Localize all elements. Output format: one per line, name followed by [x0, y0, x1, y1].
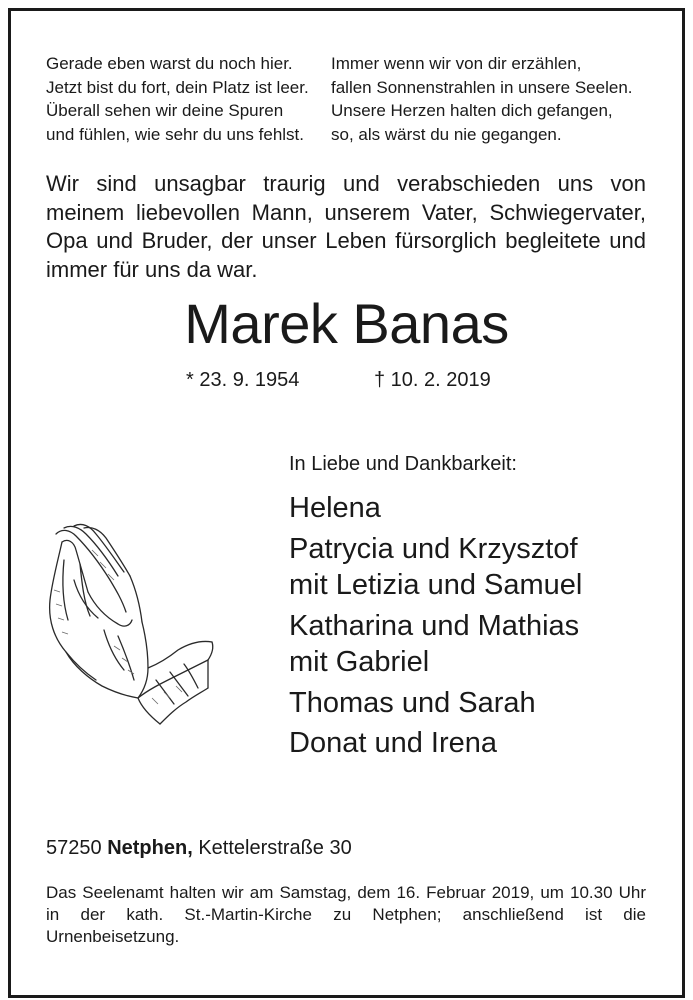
intro-text: Wir sind unsagbar traurig und verabschieden uns von meinem liebevollen Mann, unserem Vater, Schwiegervater, Opa und Bruder, der unser Leben fürsorglich begleitete und immer für uns da war. [46, 171, 646, 282]
poem-line: Immer wenn wir von dir erzählen, [331, 54, 582, 73]
poem-line: Unsere Herzen halten dich gefangen, [331, 101, 613, 120]
poem-right-stanza [331, 52, 633, 146]
street-address: Kettelerstraße 30 [198, 837, 352, 859]
mourner-name: mit Gabriel [289, 646, 430, 678]
poem-line: und fühlen, wie sehr du uns fehlst. [46, 124, 304, 144]
mourner-group [289, 531, 582, 604]
poem-left-stanza [46, 52, 309, 146]
city-name: Netphen, [107, 837, 193, 859]
mourner-name: Patrycia und Krzysztof [289, 532, 578, 565]
mourner-group [289, 490, 582, 527]
mourners-list [289, 490, 582, 766]
mourner-name: Thomas und Sarah [289, 686, 536, 719]
birth-date: * 23. 9. 1954 [186, 369, 300, 391]
address-line [46, 835, 352, 861]
service-note: Das Seelenamt halten wir am Samstag, dem 16. Februar 2019, um 10.30 Uhr in der kath. St.-Martin-Kirche zu Netphen; anschließend ist die Urnenbeisetzung. [46, 883, 646, 946]
mourner-name: mit Letizia und Samuel [289, 569, 583, 601]
mourner-name: Donat und Irena [289, 727, 497, 759]
mourner-group [289, 685, 582, 722]
death-date: † 10. 2. 2019 [374, 369, 491, 391]
mourner-name: Katharina und Mathias [289, 609, 580, 642]
postal-code: 57250 [46, 837, 102, 859]
mourner-name: Helena [289, 492, 381, 524]
poem-line: Gerade eben warst du noch hier. [46, 54, 293, 73]
deceased-name: Marek Banas [184, 292, 509, 355]
poem-line: Überall sehen wir deine Spuren [46, 101, 284, 120]
poem-line: so, als wärst du nie gegangen. [331, 124, 562, 144]
praying-hands-icon [44, 520, 216, 732]
mourners-heading: In Liebe und Dankbarkeit: [289, 453, 517, 475]
poem-line: Jetzt bist du fort, dein Platz ist leer. [46, 77, 309, 97]
mourner-group [289, 725, 582, 762]
mourner-group [289, 608, 582, 681]
poem-line: fallen Sonnenstrahlen in unsere Seelen. [331, 77, 633, 97]
